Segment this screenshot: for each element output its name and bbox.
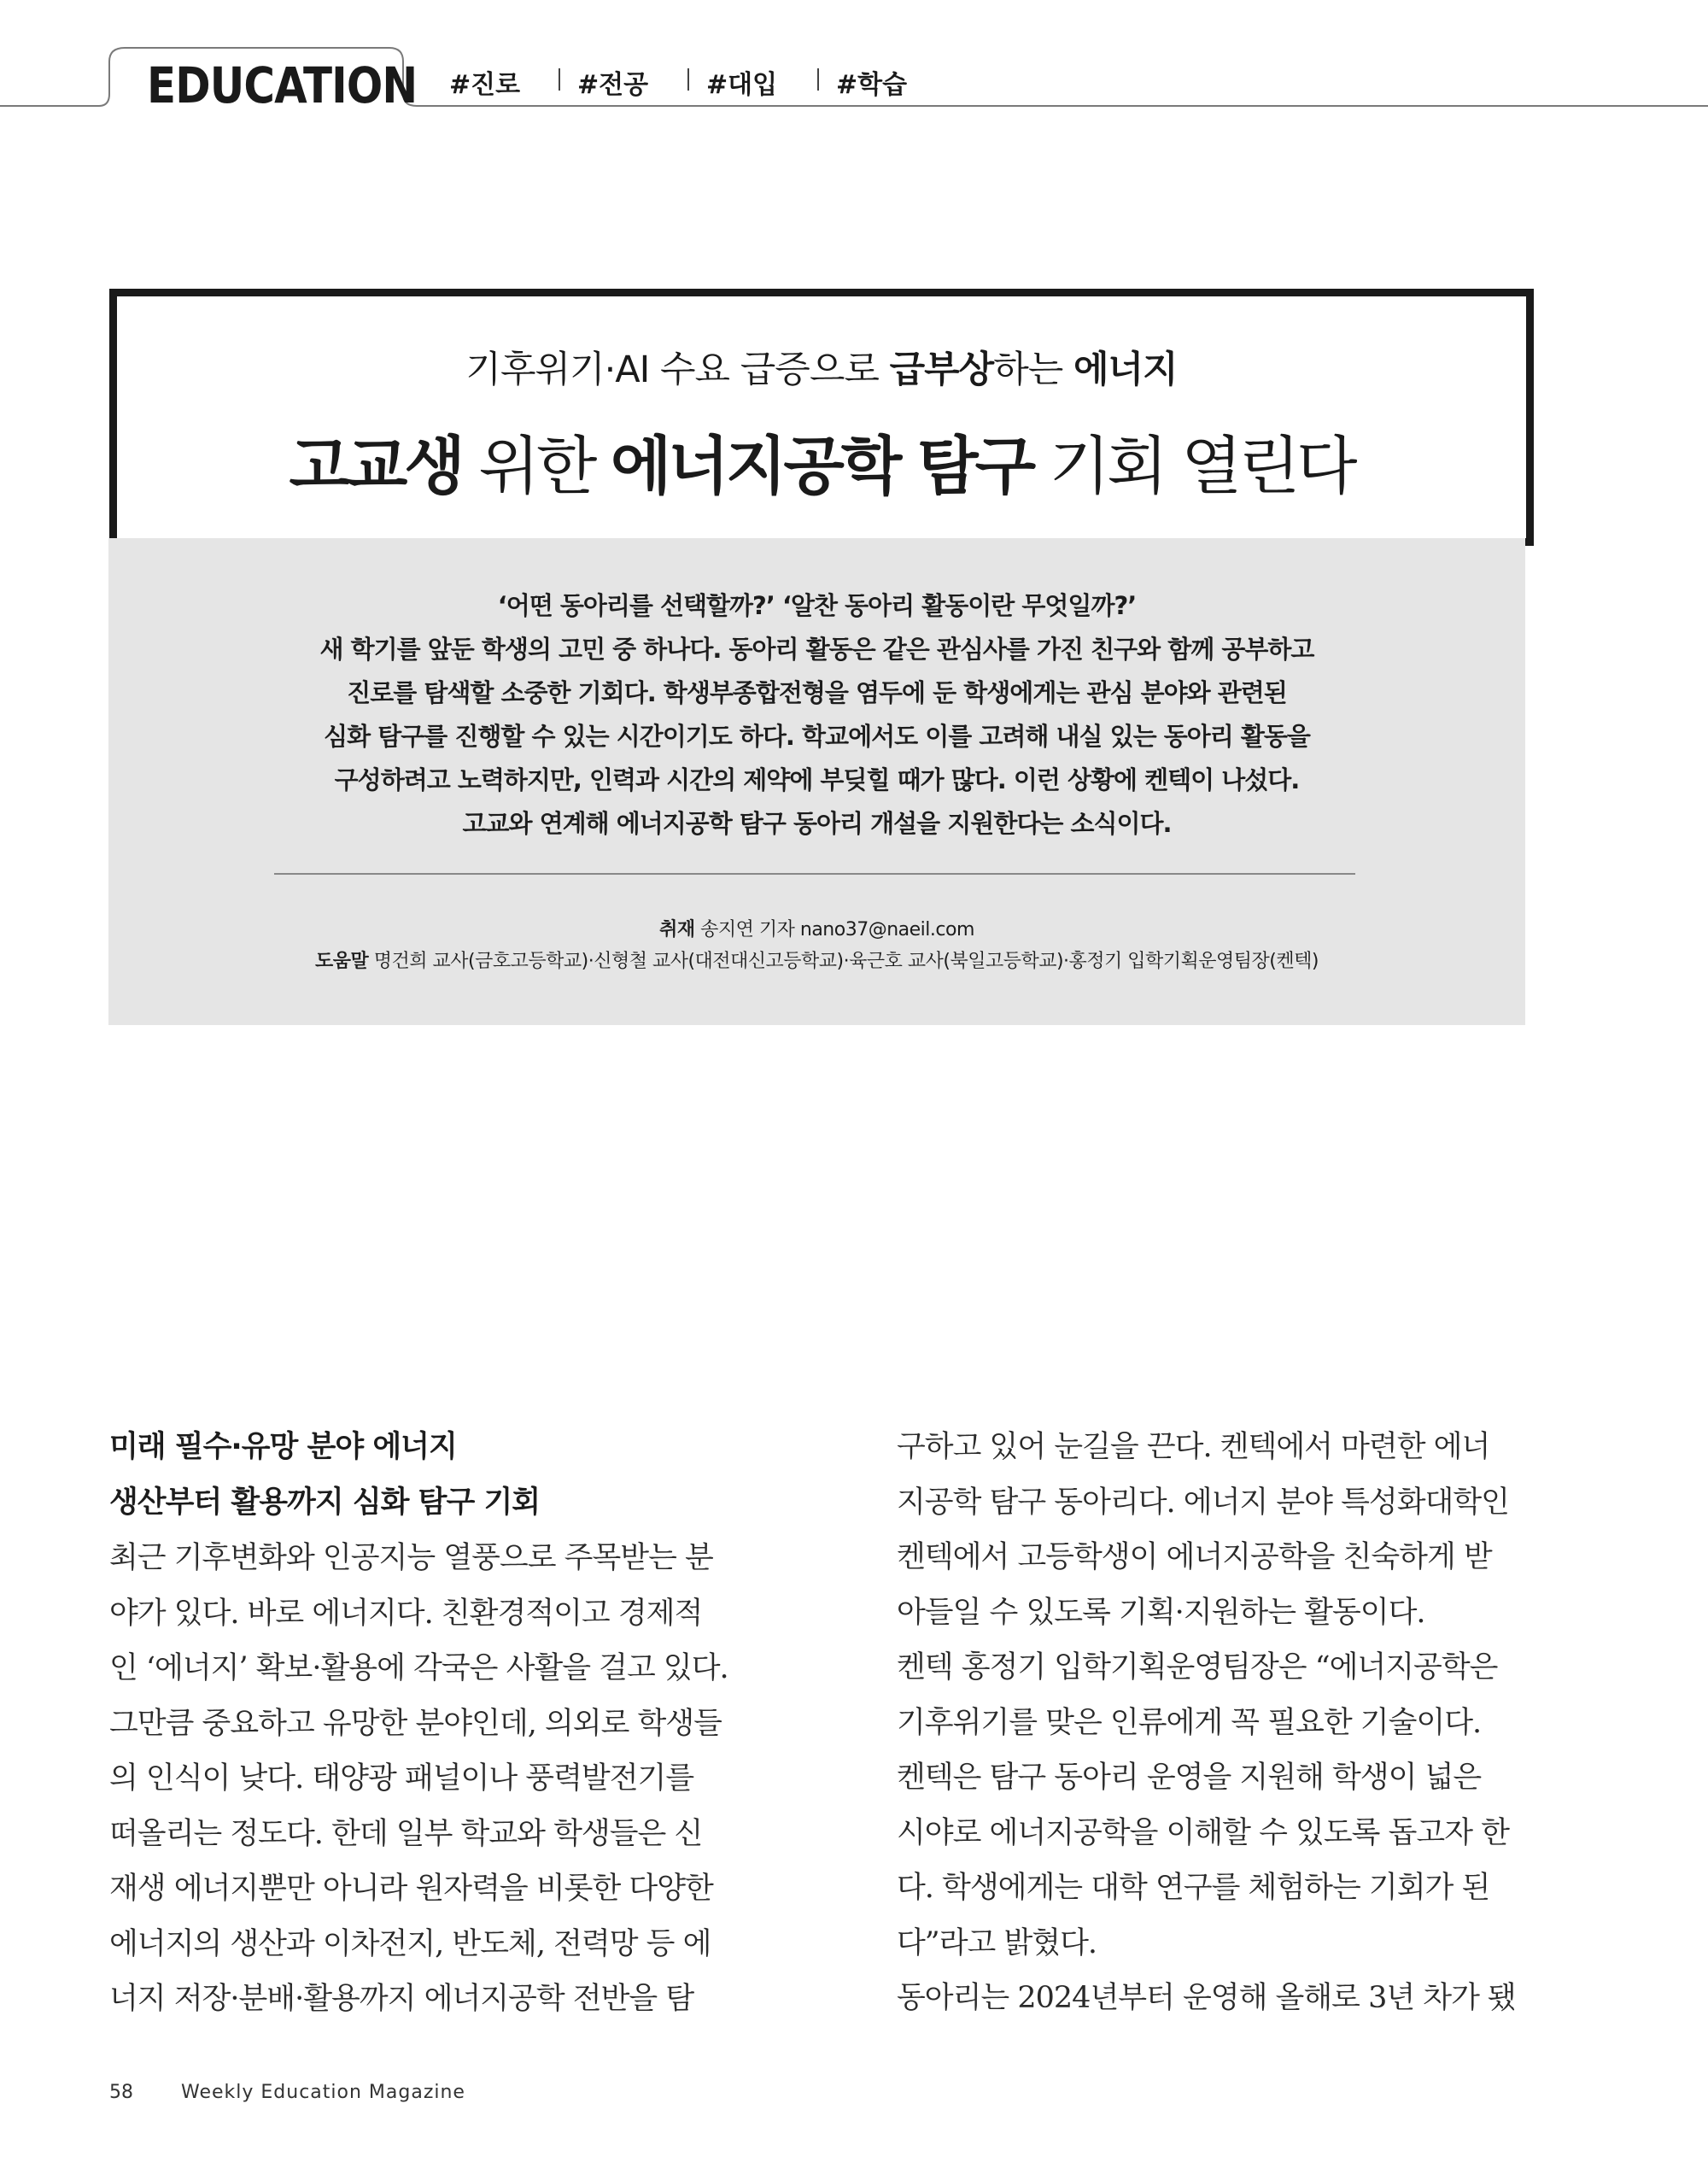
lead-summary-box bbox=[108, 538, 1525, 1025]
tag-divider bbox=[817, 68, 819, 91]
lead-line: ‘어떤 동아리를 선택할까?’ ‘알찬 동아리 활동이란 무엇일까?’ bbox=[497, 591, 1137, 620]
body-line: 인 ‘에너지’ 확보·활용에 각국은 사활을 걸고 있다. bbox=[109, 1651, 728, 1685]
headline-part-emphasis: 고교생 bbox=[289, 430, 462, 503]
headline-part: 기회 열린다 bbox=[1032, 430, 1354, 503]
reporter-credit bbox=[108, 914, 1525, 946]
body-line: 떠올리는 정도다. 한데 일부 학교와 학생들은 신 bbox=[109, 1816, 703, 1851]
body-column-right bbox=[897, 1420, 1522, 2026]
lead-line: 구성하려고 노력하지만, 인력과 시간의 제약에 부딪힐 때가 많다. 이런 상황에 켄텍이 나섰다. bbox=[334, 765, 1300, 794]
section-label: EDUCATION bbox=[147, 56, 418, 114]
lead-line: 새 학기를 앞둔 학생의 고민 중 하나다. 동아리 활동은 같은 관심사를 가진 친구와 함께 공부하고 bbox=[319, 635, 1314, 664]
lead-line: 진로를 탐색할 소중한 기회다. 학생부종합전형을 염두에 둔 학생에게는 관심 분야와 관련된 bbox=[347, 678, 1287, 707]
title-box bbox=[109, 289, 1534, 546]
magazine-name: Weekly Education Magazine bbox=[181, 2082, 465, 2103]
body-line: 에너지의 생산과 이차전지, 반도체, 전력망 등 에 bbox=[109, 1926, 711, 1961]
body-line: 시야로 에너지공학을 이해할 수 있도록 돕고자 한 bbox=[897, 1815, 1509, 1850]
body-line: 동아리는 2024년부터 운영해 올해로 3년 차가 됐 bbox=[897, 1981, 1516, 2015]
body-line: 켄텍 홍정기 입학기획운영팀장은 “에너지공학은 bbox=[897, 1650, 1498, 1685]
body-line: 구하고 있어 눈길을 끈다. 켄텍에서 마련한 에너 bbox=[897, 1430, 1490, 1464]
body-line: 재생 에너지뿐만 아니라 원자력을 비롯한 다양한 bbox=[109, 1872, 713, 1906]
lead-divider bbox=[274, 873, 1355, 875]
page-footer bbox=[109, 2082, 465, 2103]
body-line: 기후위기를 맞은 인류에게 꼭 필요한 기술이다. bbox=[897, 1705, 1482, 1740]
tag-major[interactable]: #전공 bbox=[577, 70, 649, 100]
headline-part: 위한 bbox=[461, 430, 611, 503]
helpers-label: 도움말 bbox=[315, 951, 369, 972]
credits bbox=[108, 914, 1525, 977]
page-number: 58 bbox=[109, 2082, 133, 2103]
subtitle-part: 하는 bbox=[993, 349, 1073, 391]
page-header bbox=[0, 0, 1708, 114]
section-subheading: 생산부터 활용까지 심화 탐구 기회 bbox=[109, 1485, 541, 1520]
tag-admission[interactable]: #대입 bbox=[706, 70, 778, 100]
body-line: 켄텍에서 고등학생이 에너지공학을 친숙하게 받 bbox=[897, 1540, 1492, 1574]
helpers-info: 명건희 교사(금호고등학교)·신형철 교사(대전대신고등학교)·육근호 교사(북일고등학교)·홍정기 입학기획운영팀장(켄텍) bbox=[373, 951, 1319, 972]
lead-line: 고교와 연계해 에너지공학 탐구 동아리 개설을 지원한다는 소식이다. bbox=[462, 809, 1172, 838]
body-column-left bbox=[109, 1420, 734, 2027]
tag-divider bbox=[559, 68, 560, 91]
body-line: 지공학 탐구 동아리다. 에너지 분야 특성화대학인 bbox=[897, 1485, 1509, 1520]
lead-paragraph bbox=[108, 584, 1525, 846]
helpers-credit bbox=[108, 946, 1525, 977]
tag-study[interactable]: #학습 bbox=[836, 70, 908, 100]
subtitle-part-emphasis: 에너지 bbox=[1073, 349, 1178, 391]
subtitle-part: 기후위기·AI 수요 급증으로 bbox=[465, 349, 890, 391]
article-headline bbox=[117, 416, 1526, 507]
body-line: 다. 학생에게는 대학 연구를 체험하는 기회가 된 bbox=[897, 1871, 1490, 1905]
reporter-label: 취재 bbox=[659, 919, 695, 940]
headline-part-emphasis: 에너지공학 탐구 bbox=[610, 430, 1033, 503]
body-line: 그만큼 중요하고 유망한 분야인데, 의외로 학생들 bbox=[109, 1706, 722, 1741]
reporter-info: 송지연 기자 nano37@naeil.com bbox=[700, 919, 974, 940]
body-line: 야가 있다. 바로 에너지다. 친환경적이고 경제적 bbox=[109, 1596, 703, 1631]
body-line: 최근 기후변화와 인공지능 열풍으로 주목받는 분 bbox=[109, 1541, 713, 1575]
body-line: 아들일 수 있도록 기획·지원하는 활동이다. bbox=[897, 1595, 1425, 1630]
tag-career[interactable]: #진로 bbox=[449, 70, 521, 100]
article-subtitle bbox=[117, 341, 1526, 393]
section-subheading: 미래 필수·유망 분야 에너지 bbox=[109, 1430, 457, 1464]
lead-line: 심화 탐구를 진행할 수 있는 시간이기도 하다. 학교에서도 이를 고려해 내실 있는 동아리 활동을 bbox=[324, 722, 1310, 751]
subtitle-part-emphasis: 급부상 bbox=[889, 349, 994, 391]
body-line: 다”라고 밝혔다. bbox=[897, 1925, 1097, 1960]
body-line: 너지 저장·분배·활용까지 에너지공학 전반을 탐 bbox=[109, 1982, 694, 2016]
body-line: 켄텍은 탐구 동아리 운영을 지원해 학생이 넓은 bbox=[897, 1761, 1482, 1795]
body-line: 의 인식이 낮다. 태양광 패널이나 풍력발전기를 bbox=[109, 1761, 694, 1796]
tag-divider bbox=[687, 68, 689, 91]
